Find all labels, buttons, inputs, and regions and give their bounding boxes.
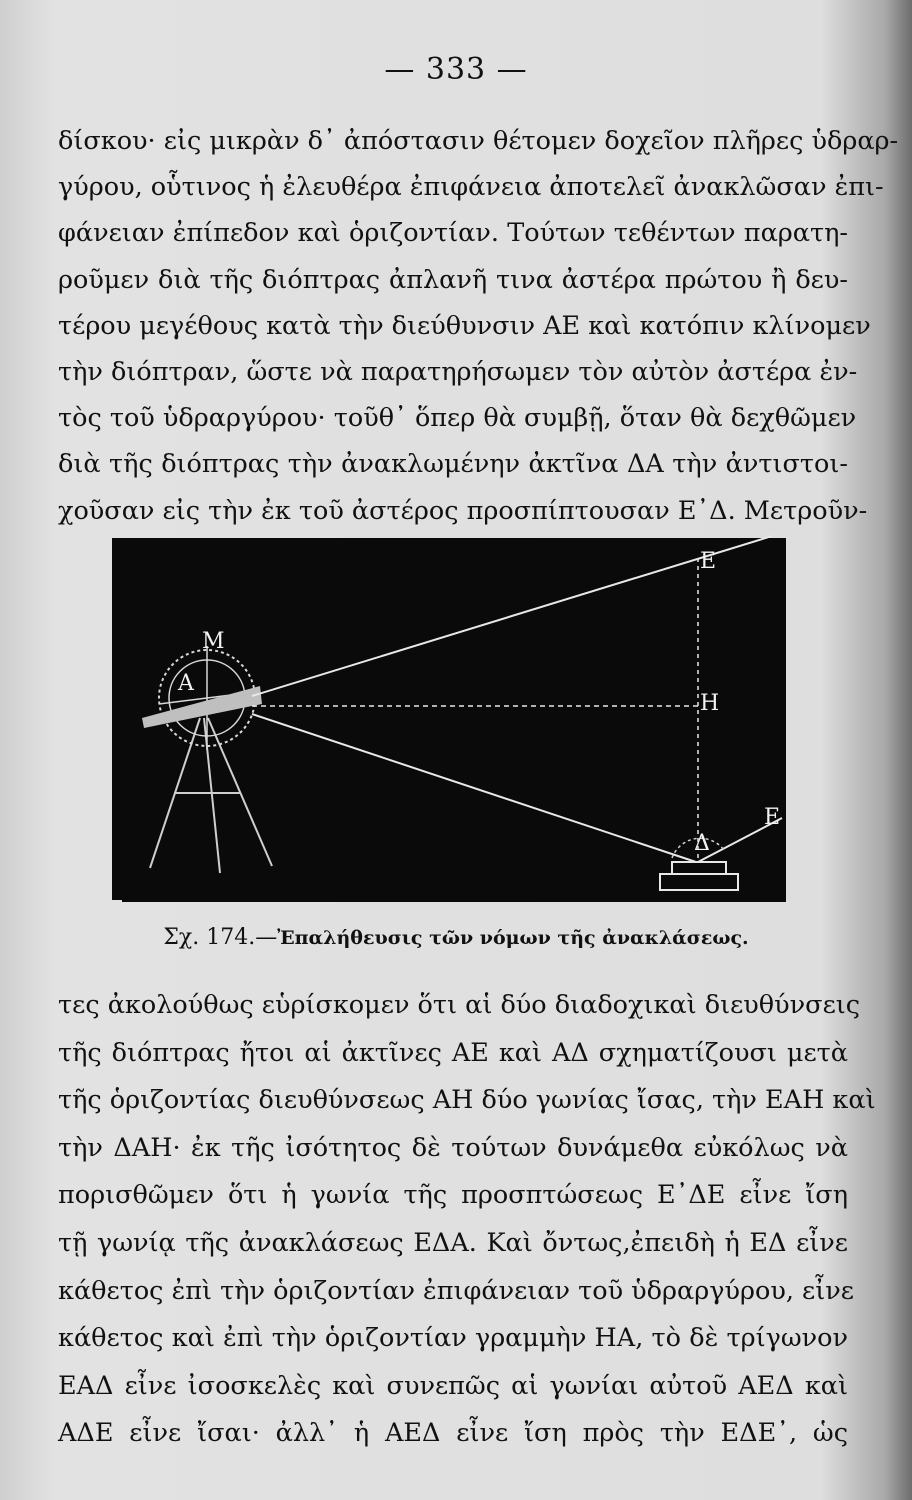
label-D: Δ bbox=[694, 831, 710, 856]
figure-caption bbox=[0, 925, 912, 950]
label-A: Α bbox=[178, 671, 194, 696]
text-line: χοῦσαν εἰς τὴν ἐκ τοῦ ἀστέρος προσπίπτουσαν Ε᾽Δ. Μετροῦν- bbox=[58, 495, 868, 526]
text-line: τῆς διόπτρας ἤτοι αἱ ἀκτῖνες ΑΕ καὶ ΑΔ σχηματίζουσι μετὰ bbox=[58, 1037, 848, 1068]
figure-background bbox=[112, 538, 786, 900]
figure-reflection-diagram bbox=[112, 528, 786, 910]
text-line: κάθετος καὶ ἐπὶ τὴν ὁριζοντίαν γραμμὴν ΗΑ, τὸ δὲ τρίγωνον bbox=[58, 1323, 848, 1354]
text-line: τὴν διόπτραν, ὥστε νὰ παρατηρήσωμεν τὸν αὐτὸν ἀστέρα ἐν- bbox=[58, 356, 858, 387]
text-line: ροῦμεν διὰ τῆς διόπτρας ἀπλανῆ τινα ἀστέρα πρώτου ἢ δευ- bbox=[58, 264, 848, 295]
text-line: ΕΑΔ εἶνε ἰσοσκελὲς καὶ συνεπῶς αἱ γωνίαι αὐτοῦ ΑΕΔ καὶ bbox=[58, 1370, 848, 1401]
figure-illustration bbox=[112, 528, 786, 910]
caption-title: Ἐπαλήθευσις τῶν νόμων τῆς ἀνακλάσεως. bbox=[277, 927, 749, 949]
text-line: γύρου, οὗτινος ἡ ἐλευθέρα ἐπιφάνεια ἀποτελεῖ ἀνακλῶσαν ἐπι- bbox=[58, 172, 884, 203]
label-M: Μ bbox=[202, 629, 225, 654]
page-number: — 333 — bbox=[384, 52, 528, 87]
text-line: τῆς ὁριζοντίας διευθύνσεως ΑΗ δύο γωνίας ἴσας, τὴν ΕΑΗ καὶ bbox=[58, 1085, 876, 1116]
label-E-top: Ε bbox=[700, 549, 717, 574]
text-line: φάνειαν ἐπίπεδον καὶ ὁριζοντίαν. Τούτων τεθέντων παρατη- bbox=[58, 218, 848, 249]
paragraph-top bbox=[58, 118, 899, 534]
text-line: δίσκου· εἰς μικρὰν δ᾽ ἀπόστασιν θέτομεν δοχεῖον πλῆρες ὑδραρ- bbox=[58, 126, 899, 156]
text-line: τὸς τοῦ ὑδραργύρου· τοῦθ᾽ ὅπερ θὰ συμβῇ, ὅταν θὰ δεχθῶμεν bbox=[58, 403, 857, 434]
text-line: ΑΔΕ εἶνε ἴσαι· ἀλλ᾽ ἡ ΑΕΔ εἶνε ἴση πρὸς τὴν ΕΔΕ᾽, ὡς bbox=[58, 1418, 848, 1449]
paragraph-bottom bbox=[58, 982, 876, 1458]
text-line: διὰ τῆς διόπτρας τὴν ἀνακλωμένην ἀκτῖνα ΔΑ τὴν ἀντιστοι- bbox=[58, 449, 848, 480]
text-line: τὴν ΔΑΗ· ἐκ τῆς ἰσότητος δὲ τούτων δυνάμεθα εὐκόλως νὰ bbox=[58, 1132, 848, 1163]
text-line: πορισθῶμεν ὅτι ἡ γωνία τῆς προσπτώσεως Ε᾽ΔΕ εἶνε ἴση bbox=[58, 1180, 848, 1211]
text-line: τέρου μεγέθους κατὰ τὴν διεύθυνσιν ΑΕ καὶ κατόπιν κλίνομεν bbox=[58, 310, 871, 341]
caption-number: Σχ. 174.— bbox=[163, 925, 278, 950]
text-line: κάθετος ἐπὶ τὴν ὁριζοντίαν ἐπιφάνειαν τοῦ ὑδραργύρου, εἶνε bbox=[58, 1275, 854, 1306]
label-E-prime: Ε bbox=[764, 805, 781, 830]
text-line: τες ἀκολούθως εὑρίσκομεν ὅτι αἱ δύο διαδοχικαὶ διευθύνσεις bbox=[58, 990, 861, 1020]
label-H: Η bbox=[700, 691, 720, 716]
text-line: τῇ γωνίᾳ τῆς ἀνακλάσεως ΕΔΑ. Καὶ ὄντως,ἐπειδὴ ἡ ΕΔ εἶνε bbox=[58, 1227, 848, 1258]
